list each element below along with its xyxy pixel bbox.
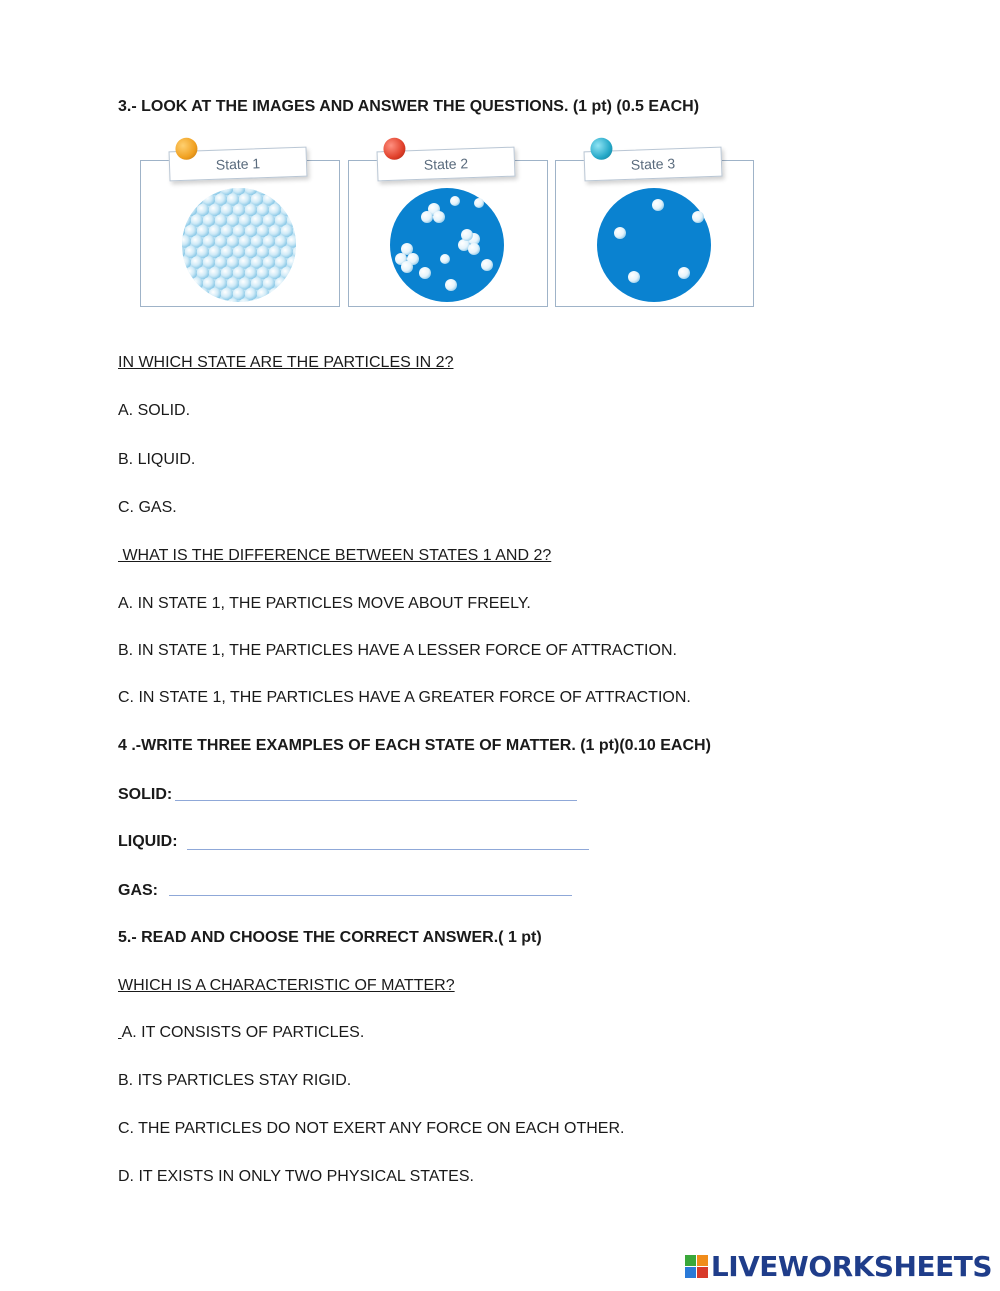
solid-particle (191, 298, 203, 307)
solid-particle (245, 246, 257, 258)
solid-particle (239, 277, 251, 289)
solid-particle (269, 187, 281, 195)
solid-particle (215, 193, 227, 205)
solid-particle (197, 225, 209, 237)
solid-particle (263, 214, 275, 226)
solid-particle (197, 204, 209, 216)
solid-particle (281, 225, 293, 237)
liquid-particles-diagram (389, 187, 509, 307)
solid-particle (299, 277, 301, 289)
solid-particle (287, 193, 299, 205)
solid-particle (281, 267, 293, 279)
option-5-b[interactable]: B. ITS PARTICLES STAY RIGID. (118, 1072, 352, 1089)
solid-particle (209, 246, 221, 258)
solid-particle (221, 288, 233, 300)
gas-answer-field[interactable] (169, 895, 572, 896)
solid-particle (227, 235, 239, 247)
solid-particle (221, 246, 233, 258)
solid-particle (203, 193, 215, 205)
solid-particle (233, 288, 245, 300)
solid-particle (181, 277, 191, 289)
solid-particle (215, 214, 227, 226)
state-3-panel (555, 155, 754, 307)
solid-particle (197, 267, 209, 279)
solid-particle (245, 225, 257, 237)
question-3-heading: 3.- LOOK AT THE IMAGES AND ANSWER THE QUESTIONS. (1 pt) (0.5 EACH) (118, 98, 700, 115)
state-2-tab (377, 147, 516, 182)
solid-particle (269, 267, 281, 279)
logo-mark-icon (685, 1255, 708, 1278)
solid-particle (269, 288, 281, 300)
solid-particle (263, 277, 275, 289)
solid-particle (275, 235, 287, 247)
solid-particle (197, 288, 209, 300)
solid-particle (281, 246, 293, 258)
solid-particle (203, 214, 215, 226)
solid-particle (245, 267, 257, 279)
solid-particle (181, 267, 185, 279)
solid-particle (281, 187, 293, 195)
solid-particle (233, 204, 245, 216)
solid-particle (227, 256, 239, 268)
option-5-a[interactable] (118, 1023, 364, 1043)
solid-particle (257, 225, 269, 237)
option-3b-c[interactable]: C. IN STATE 1, THE PARTICLES HAVE A GREATER FORCE OF ATTRACTION. (118, 689, 691, 706)
solid-particle (191, 277, 203, 289)
solid-particle (227, 277, 239, 289)
question-5-heading: 5.- READ AND CHOOSE THE CORRECT ANSWER.( 1 pt) (118, 929, 542, 946)
solid-particle (209, 225, 221, 237)
solid-particle (181, 193, 191, 205)
solid-particle (227, 214, 239, 226)
pushpin-icon (175, 137, 198, 160)
state-1-panel (140, 155, 340, 307)
solid-particle (185, 187, 197, 195)
solid-particle (221, 267, 233, 279)
solid-particle (185, 267, 197, 279)
solid-particle (263, 235, 275, 247)
solid-particle (245, 204, 257, 216)
question-4-heading: 4 .-WRITE THREE EXAMPLES OF EACH STATE OF MATTER. (1 pt)(0.10 EACH) (118, 737, 711, 754)
solid-label: SOLID: (118, 786, 173, 803)
solid-particle (257, 288, 269, 300)
solid-particle (203, 298, 215, 307)
solid-particle (299, 235, 301, 247)
solid-particle (287, 235, 299, 247)
option-3a-a[interactable]: A. SOLID. (118, 402, 191, 419)
solid-particle (257, 246, 269, 258)
solid-particle (191, 256, 203, 268)
solid-particle (263, 256, 275, 268)
liveworksheets-logo (685, 1250, 992, 1283)
solid-particle (221, 225, 233, 237)
solid-particle (251, 193, 263, 205)
solid-particle (191, 193, 203, 205)
solid-particle (281, 288, 293, 300)
solid-particle (275, 277, 287, 289)
solid-particle (263, 193, 275, 205)
solid-answer-field[interactable] (175, 800, 577, 801)
solid-particle (269, 204, 281, 216)
solid-particle (251, 256, 263, 268)
solid-particle (251, 235, 263, 247)
solid-particle (185, 204, 197, 216)
solid-particles-diagram (181, 187, 301, 307)
solid-particle (293, 204, 301, 216)
solid-particle (287, 277, 299, 289)
solid-particle (181, 187, 185, 195)
solid-particle (215, 256, 227, 268)
solid-particle (293, 187, 301, 195)
gas-label: GAS: (118, 882, 158, 899)
liquid-answer-field[interactable] (187, 849, 589, 850)
solid-particle (215, 277, 227, 289)
solid-particle (233, 246, 245, 258)
pushpin-icon (383, 137, 406, 160)
solid-particle (209, 204, 221, 216)
solid-particle (233, 267, 245, 279)
solid-particle (299, 298, 301, 307)
solid-particle (269, 225, 281, 237)
solid-particle (227, 193, 239, 205)
option-3a-b[interactable]: B. LIQUID. (118, 451, 196, 468)
solid-particle (257, 267, 269, 279)
gas-particles-diagram (596, 187, 716, 307)
state-1-label: State 1 (215, 155, 261, 173)
solid-particle (251, 214, 263, 226)
state-3-label: State 3 (630, 155, 676, 173)
solid-particle (275, 193, 287, 205)
solid-particle (281, 204, 293, 216)
solid-particle (239, 193, 251, 205)
solid-particle (287, 256, 299, 268)
solid-particle (185, 225, 197, 237)
solid-particle (203, 235, 215, 247)
solid-particle (275, 256, 287, 268)
solid-particle (181, 204, 185, 216)
solid-particle (275, 214, 287, 226)
option-5-c[interactable]: C. THE PARTICLES DO NOT EXERT ANY FORCE ON EACH OTHER. (118, 1120, 625, 1137)
solid-particle (221, 204, 233, 216)
solid-particle (185, 288, 197, 300)
solid-particle (181, 298, 191, 307)
solid-particle (215, 235, 227, 247)
solid-particle (275, 298, 287, 307)
solid-particle (203, 277, 215, 289)
solid-particle (239, 235, 251, 247)
state-2-label: State 2 (423, 155, 469, 173)
solid-particle (293, 288, 301, 300)
solid-particle (191, 235, 203, 247)
solid-particle (251, 277, 263, 289)
question-5: WHICH IS A CHARACTERISTIC OF MATTER? (118, 977, 455, 994)
solid-particle (299, 214, 301, 226)
solid-particle (299, 193, 301, 205)
solid-particle (233, 225, 245, 237)
option-3b-a[interactable]: A. IN STATE 1, THE PARTICLES MOVE ABOUT FREELY. (118, 595, 531, 612)
solid-particle (263, 298, 275, 307)
option-5-d[interactable]: D. IT EXISTS IN ONLY TWO PHYSICAL STATES. (118, 1168, 474, 1185)
solid-particle (299, 256, 301, 268)
solid-particle (191, 214, 203, 226)
solid-particle (239, 214, 251, 226)
solid-particle (185, 246, 197, 258)
solid-particle (239, 256, 251, 268)
logo-text: LIVEWORKSHEETS (710, 1250, 992, 1283)
question-3b: WHAT IS THE DIFFERENCE BETWEEN STATES 1 AND 2? (118, 547, 552, 564)
option-3b-b[interactable]: B. IN STATE 1, THE PARTICLES HAVE A LESSER FORCE OF ATTRACTION. (118, 642, 677, 659)
solid-particle (209, 267, 221, 279)
solid-particle (197, 246, 209, 258)
state-1-tab (169, 147, 308, 182)
liquid-label: LIQUID: (118, 833, 178, 850)
solid-particle (197, 187, 209, 195)
solid-particle (245, 288, 257, 300)
pushpin-icon (590, 137, 613, 160)
solid-particle (287, 214, 299, 226)
state-3-tab (584, 147, 723, 182)
solid-particle (293, 267, 301, 279)
solid-particle (181, 288, 185, 300)
option-5-a-text: A. IT CONSISTS OF PARTICLES. (121, 1024, 365, 1041)
solid-particle (209, 288, 221, 300)
question-3a: IN WHICH STATE ARE THE PARTICLES IN 2? (118, 354, 454, 371)
solid-particle (269, 246, 281, 258)
state-2-panel (348, 155, 548, 307)
option-3a-c[interactable]: C. GAS. (118, 499, 177, 516)
solid-particle (287, 298, 299, 307)
solid-particle (257, 204, 269, 216)
solid-particle (203, 256, 215, 268)
